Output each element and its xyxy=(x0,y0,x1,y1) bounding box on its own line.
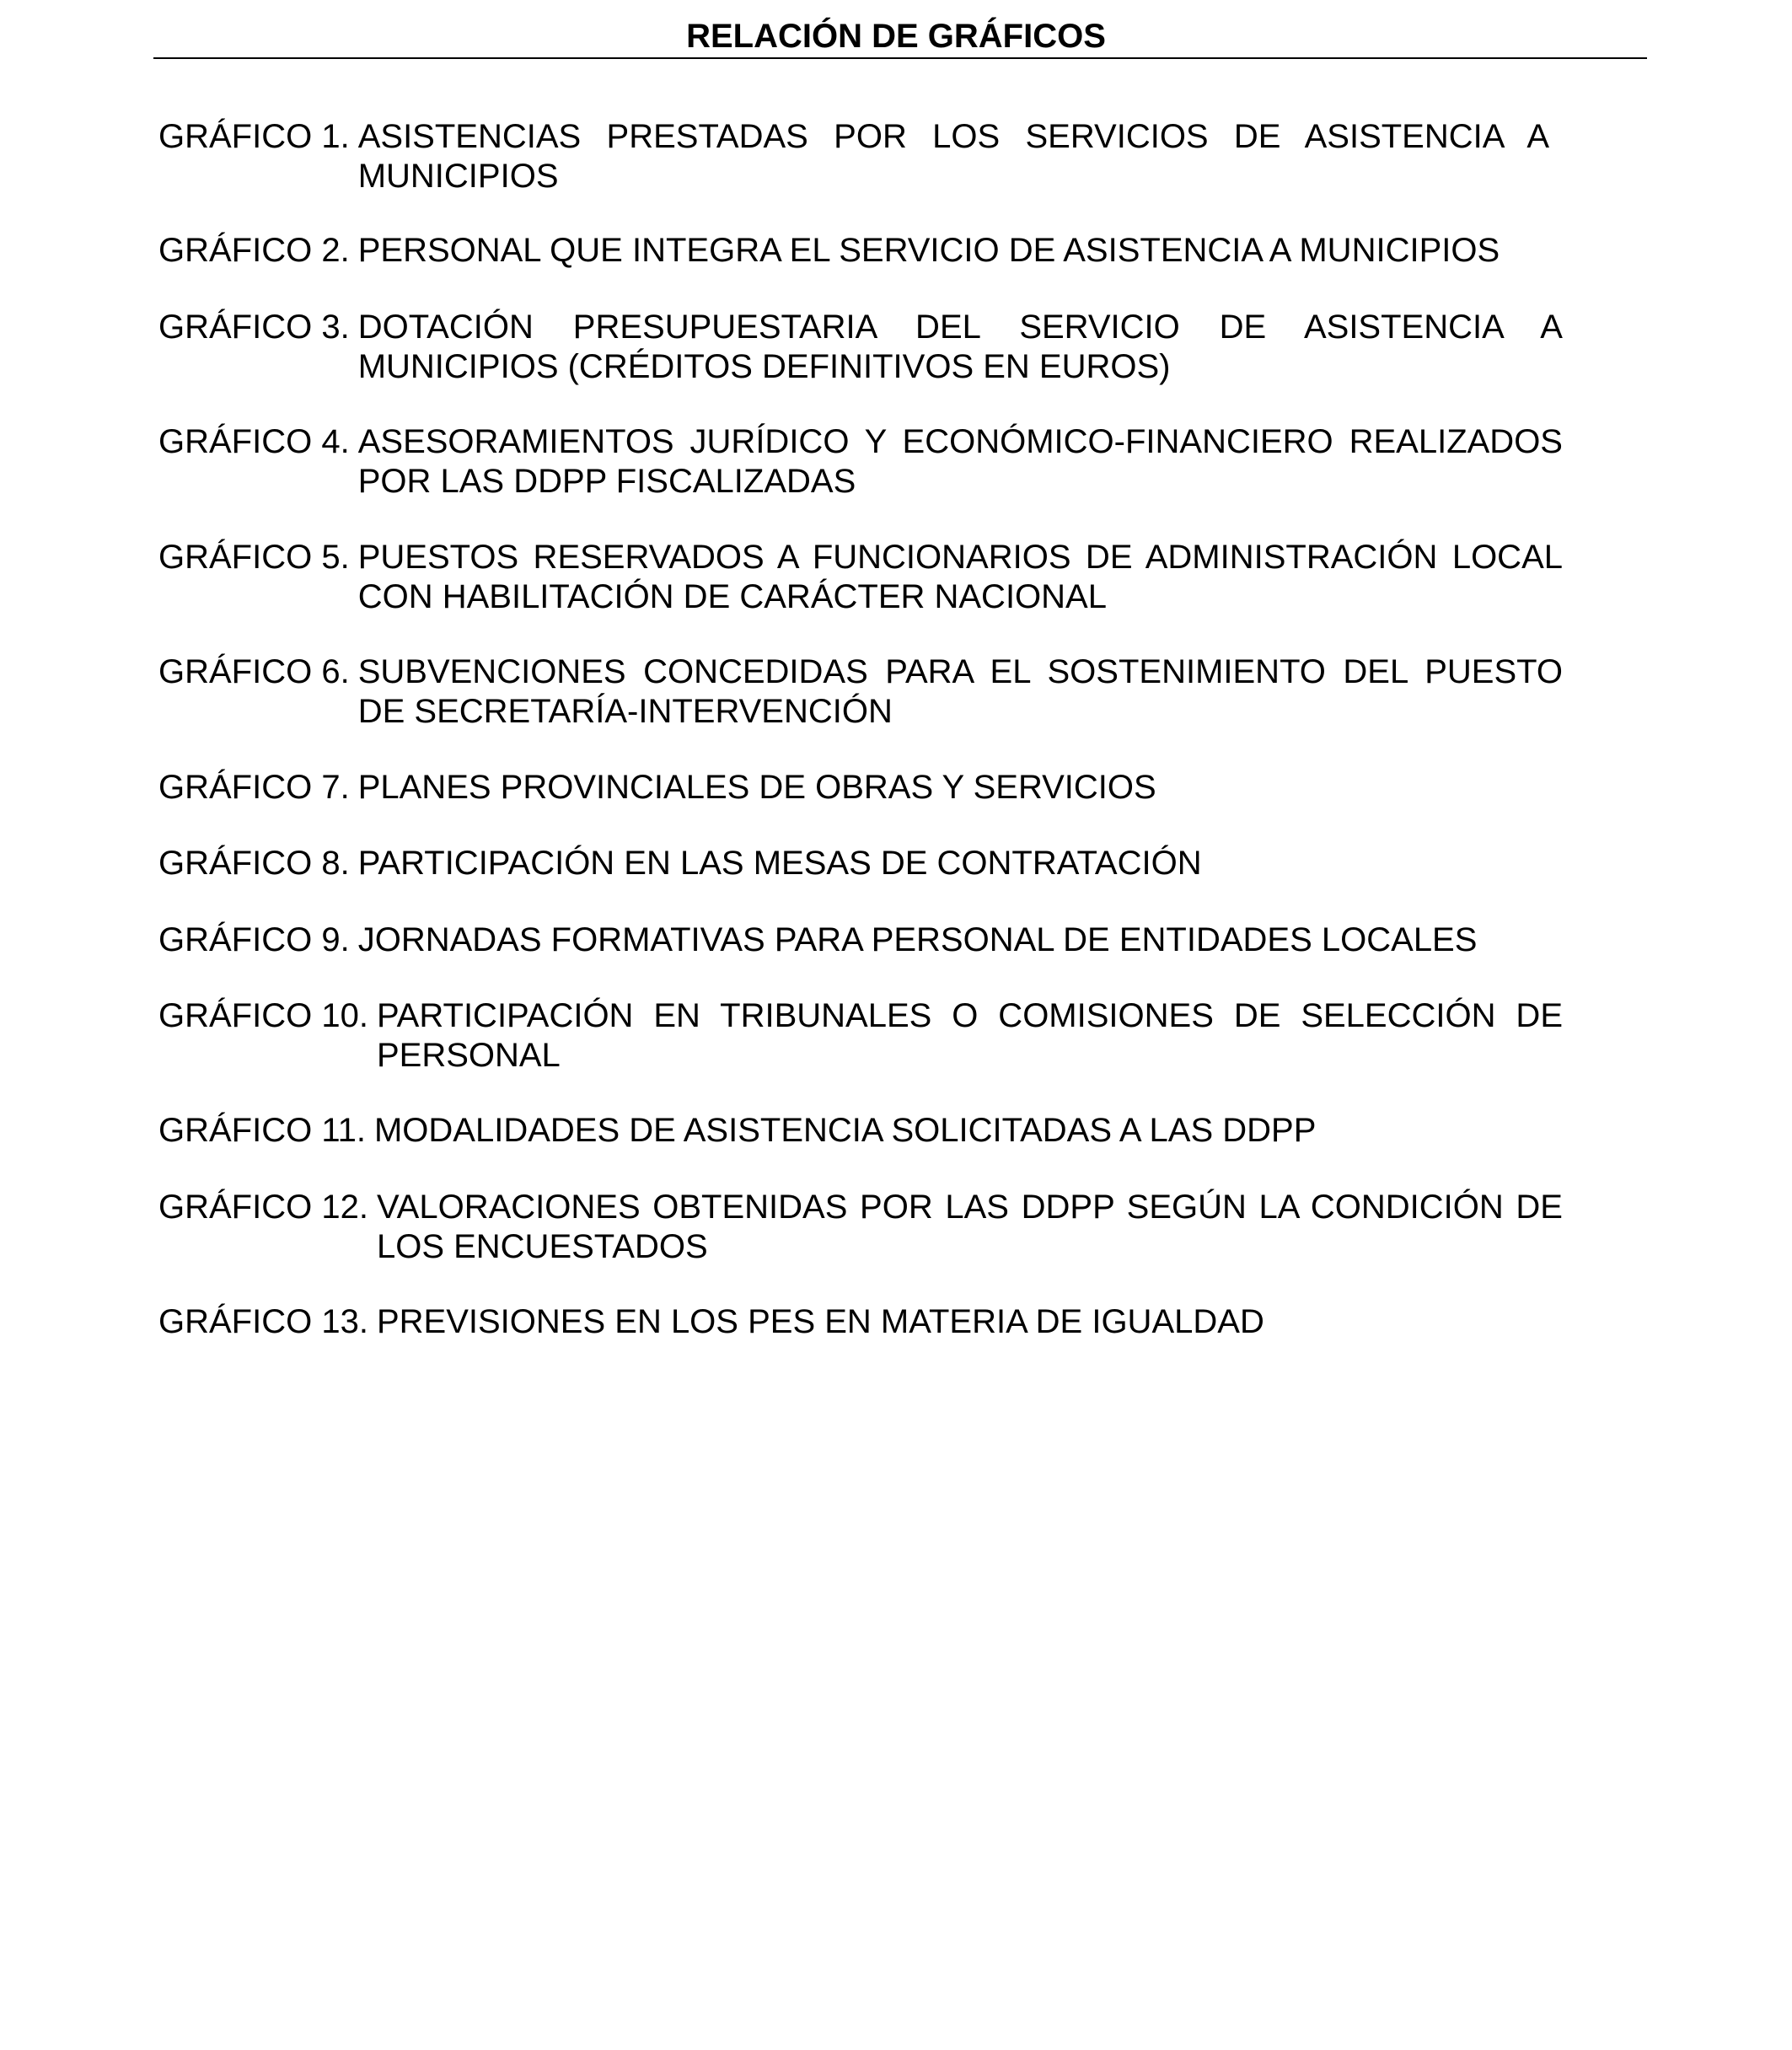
list-item-grafico-9[interactable] xyxy=(158,920,1563,960)
entry-label: GRÁFICO 1. xyxy=(158,118,350,155)
entry-text: PREVISIONES EN LOS PES EN MATERIA DE IGUALDAD xyxy=(376,1303,1264,1340)
entry-label: GRÁFICO 11. xyxy=(158,1112,366,1149)
entry-label: GRÁFICO 7. xyxy=(158,769,350,806)
list-item-grafico-6[interactable] xyxy=(158,652,1563,732)
list-item-grafico-13[interactable] xyxy=(158,1302,1563,1342)
list-item-grafico-7[interactable] xyxy=(158,768,1563,808)
entry-text: VALORACIONES OBTENIDAS POR LAS DDPP SEGÚN LA CONDICIÓN DE LOS ENCUESTADOS xyxy=(376,1189,1563,1265)
entry-text: DOTACIÓN PRESUPUESTARIA DEL SERVICIO DE ASISTENCIA A MUNICIPIOS (CRÉDITOS DEFINITIVOS EN EUROS) xyxy=(357,309,1563,385)
entry-label: GRÁFICO 12. xyxy=(158,1189,368,1226)
list-item-grafico-2[interactable] xyxy=(158,231,1563,271)
entry-label: GRÁFICO 2. xyxy=(158,232,350,269)
entry-label: GRÁFICO 4. xyxy=(158,423,350,460)
list-item-grafico-8[interactable] xyxy=(158,844,1563,883)
list-item-grafico-12[interactable] xyxy=(158,1188,1563,1267)
entry-label: GRÁFICO 8. xyxy=(158,845,350,882)
entry-text: PLANES PROVINCIALES DE OBRAS Y SERVICIOS xyxy=(357,769,1156,806)
entry-label: GRÁFICO 9. xyxy=(158,921,350,958)
list-item-grafico-3[interactable] xyxy=(158,308,1563,387)
entry-label: GRÁFICO 10. xyxy=(158,997,368,1034)
entry-label: GRÁFICO 6. xyxy=(158,653,350,690)
list-item-grafico-10[interactable] xyxy=(158,996,1563,1076)
title-divider xyxy=(153,57,1647,59)
list-item-grafico-1[interactable] xyxy=(158,117,1549,196)
entry-text: MODALIDADES DE ASISTENCIA SOLICITADAS A LAS DDPP xyxy=(373,1112,1317,1149)
entry-text: SUBVENCIONES CONCEDIDAS PARA EL SOSTENIMIENTO DEL PUESTO DE SECRETARÍA-INTERVENCIÓN xyxy=(357,653,1563,730)
list-item-grafico-5[interactable] xyxy=(158,538,1563,617)
entry-text: ASESORAMIENTOS JURÍDICO Y ECONÓMICO-FINANCIERO REALIZADOS POR LAS DDPP FISCALIZADAS xyxy=(357,423,1563,500)
entry-label: GRÁFICO 5. xyxy=(158,539,350,576)
entry-text: JORNADAS FORMATIVAS PARA PERSONAL DE ENTIDADES LOCALES xyxy=(357,921,1478,958)
entry-text: PERSONAL QUE INTEGRA EL SERVICIO DE ASISTENCIA A MUNICIPIOS xyxy=(357,232,1500,269)
entry-label: GRÁFICO 3. xyxy=(158,309,350,346)
page-title: RELACIÓN DE GRÁFICOS xyxy=(686,18,1106,55)
entry-text: ASISTENCIAS PRESTADAS POR LOS SERVICIOS DE ASISTENCIA A MUNICIPIOS xyxy=(357,118,1549,195)
list-item-grafico-4[interactable] xyxy=(158,422,1563,502)
entry-text: PARTICIPACIÓN EN TRIBUNALES O COMISIONES DE SELECCIÓN DE PERSONAL xyxy=(376,997,1563,1074)
list-item-grafico-11[interactable] xyxy=(158,1111,1563,1151)
entry-text: PUESTOS RESERVADOS A FUNCIONARIOS DE ADMINISTRACIÓN LOCAL CON HABILITACIÓN DE CARÁCTER NACIONAL xyxy=(357,539,1563,615)
entry-label: GRÁFICO 13. xyxy=(158,1303,368,1340)
entry-text: PARTICIPACIÓN EN LAS MESAS DE CONTRATACIÓN xyxy=(357,845,1202,882)
